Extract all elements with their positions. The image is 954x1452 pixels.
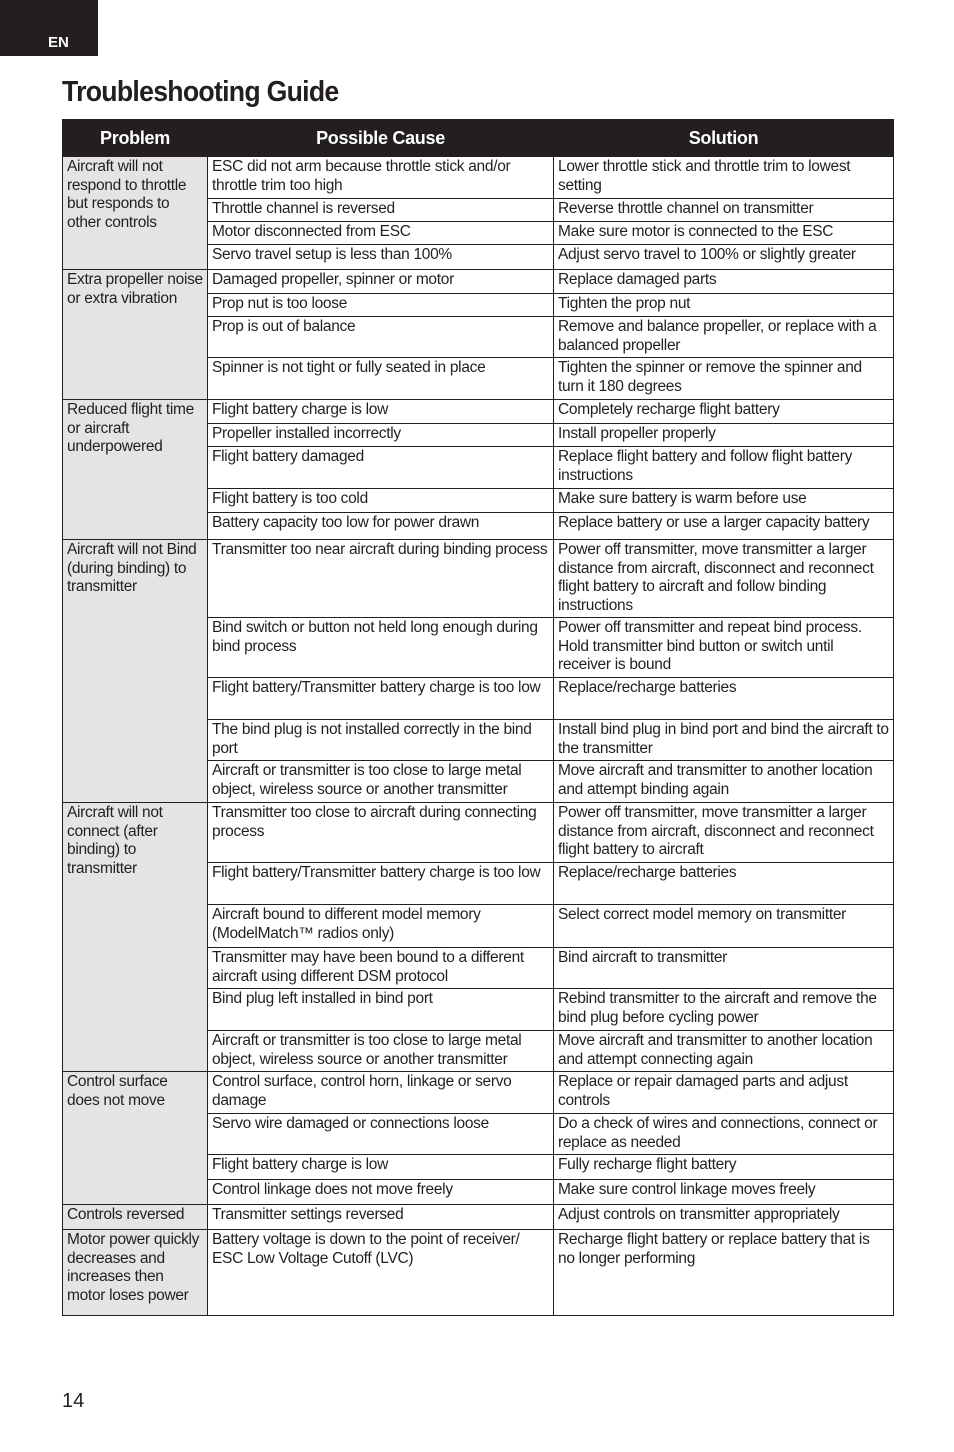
cause-cell: Spinner is not tight or fully seated in place: [208, 358, 554, 400]
problem-cell: Aircraft will not respond to throttle but responds to other controls: [63, 157, 208, 270]
table-row: [63, 540, 894, 618]
solution-cell: Power off transmitter, move transmitter a larger distance from aircraft, disconnect and reconnect flight battery to aircraft and follow binding instructions: [554, 540, 894, 618]
cause-cell: Transmitter too close to aircraft during connecting process: [208, 803, 554, 863]
cause-cell: Servo travel setup is less than 100%: [208, 245, 554, 270]
cause-cell: Control surface, control horn, linkage or servo damage: [208, 1072, 554, 1114]
table-body: [63, 157, 894, 1316]
cause-cell: ESC did not arm because throttle stick and/or throttle trim too high: [208, 157, 554, 199]
cause-cell: Flight battery charge is low: [208, 400, 554, 424]
language-tab: [0, 0, 98, 56]
problem-cell: Aircraft will not Bind (during binding) to transmitter: [63, 540, 208, 803]
table-header: [63, 120, 894, 157]
solution-cell: Replace/recharge batteries: [554, 678, 894, 720]
header-possible-cause: Possible Cause: [208, 120, 554, 157]
solution-cell: Replace or repair damaged parts and adjust controls: [554, 1072, 894, 1114]
solution-cell: Make sure motor is connected to the ESC: [554, 222, 894, 245]
cause-cell: Transmitter may have been bound to a different aircraft using different DSM protocol: [208, 948, 554, 989]
problem-cell: Motor power quickly decreases and increases then motor loses power: [63, 1230, 208, 1316]
cause-cell: Propeller installed incorrectly: [208, 424, 554, 447]
cause-cell: Prop nut is too loose: [208, 294, 554, 317]
problem-cell: Aircraft will not connect (after binding) to transmitter: [63, 803, 208, 1072]
cause-cell: Aircraft or transmitter is too close to large metal object, wireless source or another transmitter: [208, 1031, 554, 1072]
table-row: [63, 1072, 894, 1114]
cause-cell: Bind plug left installed in bind port: [208, 989, 554, 1031]
table-row: [63, 270, 894, 294]
solution-cell: Do a check of wires and connections, connect or replace as needed: [554, 1114, 894, 1155]
cause-cell: Flight battery/Transmitter battery charge is too low: [208, 678, 554, 720]
cause-cell: Control linkage does not move freely: [208, 1180, 554, 1205]
solution-cell: Completely recharge flight battery: [554, 400, 894, 424]
cause-cell: Bind switch or button not held long enough during bind process: [208, 618, 554, 678]
table-row: [63, 1230, 894, 1316]
cause-cell: Aircraft bound to different model memory (ModelMatch™ radios only): [208, 905, 554, 948]
solution-cell: Tighten the spinner or remove the spinner and turn it 180 degrees: [554, 358, 894, 400]
cause-cell: Prop is out of balance: [208, 317, 554, 358]
solution-cell: Lower throttle stick and throttle trim to lowest setting: [554, 157, 894, 199]
solution-cell: Reverse throttle channel on transmitter: [554, 199, 894, 222]
solution-cell: Replace flight battery and follow flight battery instructions: [554, 447, 894, 489]
problem-cell: Reduced flight time or aircraft underpowered: [63, 400, 208, 540]
solution-cell: Bind aircraft to transmitter: [554, 948, 894, 989]
problem-cell: Extra propeller noise or extra vibration: [63, 270, 208, 400]
cause-cell: Damaged propeller, spinner or motor: [208, 270, 554, 294]
header-solution: Solution: [554, 120, 894, 157]
solution-cell: Replace damaged parts: [554, 270, 894, 294]
solution-cell: Install propeller properly: [554, 424, 894, 447]
solution-cell: Fully recharge flight battery: [554, 1155, 894, 1180]
table-row: [63, 1205, 894, 1230]
cause-cell: Flight battery charge is low: [208, 1155, 554, 1180]
table-row: [63, 803, 894, 863]
solution-cell: Power off transmitter, move transmitter a larger distance from aircraft, disconnect and reconnect flight battery to aircraft: [554, 803, 894, 863]
cause-cell: Transmitter too near aircraft during binding process: [208, 540, 554, 618]
solution-cell: Power off transmitter and repeat bind process. Hold transmitter bind button or switch until receiver is bound: [554, 618, 894, 678]
solution-cell: Adjust servo travel to 100% or slightly greater: [554, 245, 894, 270]
problem-cell: Controls reversed: [63, 1205, 208, 1230]
language-label: EN: [48, 34, 69, 51]
cause-cell: The bind plug is not installed correctly in the bind port: [208, 720, 554, 761]
solution-cell: Move aircraft and transmitter to another location and attempt binding again: [554, 761, 894, 803]
solution-cell: Recharge flight battery or replace battery that is no longer performing: [554, 1230, 894, 1316]
solution-cell: Select correct model memory on transmitter: [554, 905, 894, 948]
page-number: 14: [62, 1390, 85, 1412]
cause-cell: Flight battery/Transmitter battery charge is too low: [208, 863, 554, 905]
header-row: [63, 120, 894, 157]
troubleshooting-table: [62, 119, 894, 1316]
problem-cell: Control surface does not move: [63, 1072, 208, 1205]
solution-cell: Move aircraft and transmitter to another location and attempt connecting again: [554, 1031, 894, 1072]
cause-cell: Aircraft or transmitter is too close to large metal object, wireless source or another transmitter: [208, 761, 554, 803]
solution-cell: Rebind transmitter to the aircraft and remove the bind plug before cycling power: [554, 989, 894, 1031]
cause-cell: Throttle channel is reversed: [208, 199, 554, 222]
solution-cell: Install bind plug in bind port and bind the aircraft to the transmitter: [554, 720, 894, 761]
cause-cell: Flight battery damaged: [208, 447, 554, 489]
table-row: [63, 400, 894, 424]
solution-cell: Tighten the prop nut: [554, 294, 894, 317]
cause-cell: Flight battery is too cold: [208, 489, 554, 513]
cause-cell: Transmitter settings reversed: [208, 1205, 554, 1230]
cause-cell: Battery capacity too low for power drawn: [208, 513, 554, 540]
page-title: Troubleshooting Guide: [62, 76, 339, 108]
header-problem: Problem: [63, 120, 208, 157]
table-row: [63, 157, 894, 199]
cause-cell: Battery voltage is down to the point of receiver/ ESC Low Voltage Cutoff (LVC): [208, 1230, 554, 1316]
solution-cell: Adjust controls on transmitter appropriately: [554, 1205, 894, 1230]
solution-cell: Make sure battery is warm before use: [554, 489, 894, 513]
solution-cell: Replace/recharge batteries: [554, 863, 894, 905]
cause-cell: Motor disconnected from ESC: [208, 222, 554, 245]
solution-cell: Remove and balance propeller, or replace with a balanced propeller: [554, 317, 894, 358]
solution-cell: Replace battery or use a larger capacity battery: [554, 513, 894, 540]
cause-cell: Servo wire damaged or connections loose: [208, 1114, 554, 1155]
solution-cell: Make sure control linkage moves freely: [554, 1180, 894, 1205]
